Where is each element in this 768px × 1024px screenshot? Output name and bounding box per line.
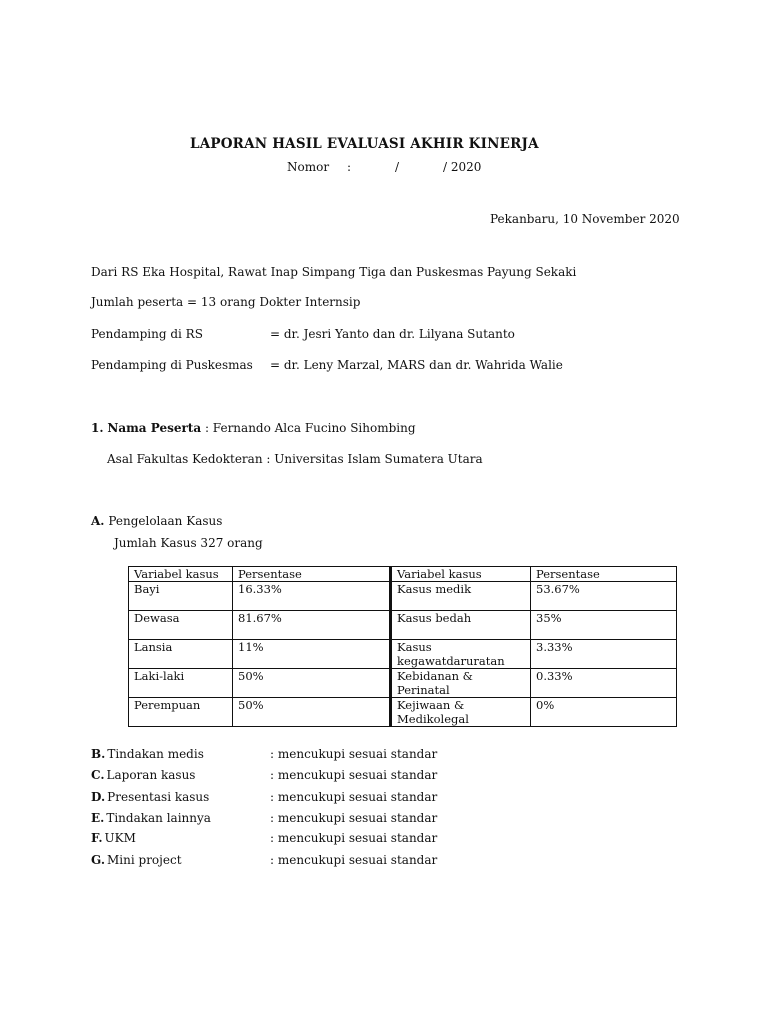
evaluation-letter: E. bbox=[91, 811, 105, 825]
evaluation-item-b bbox=[91, 747, 204, 761]
nomor-slash-1: / bbox=[395, 160, 400, 174]
pendamping-rs-label: Pendamping di RS bbox=[91, 327, 203, 341]
section-a-heading bbox=[91, 514, 222, 528]
evaluation-label: UKM bbox=[104, 831, 136, 845]
evaluation-label: Tindakan lainnya bbox=[106, 811, 211, 825]
table-cell: 50% bbox=[233, 669, 391, 698]
table-cell: Dewasa bbox=[129, 611, 233, 640]
table-header-cell: Persentase bbox=[531, 567, 677, 582]
table-cell: 0% bbox=[531, 698, 677, 727]
table-row bbox=[129, 669, 677, 698]
evaluation-letter: B. bbox=[91, 747, 106, 761]
table-cell: Kasus medik bbox=[391, 582, 531, 611]
table-row bbox=[129, 582, 677, 611]
table-cell: Kasus bedah bbox=[391, 611, 531, 640]
nomor-label: Nomor bbox=[287, 160, 330, 174]
evaluation-letter: D. bbox=[91, 790, 106, 804]
evaluation-value: : mencukupi sesuai standar bbox=[270, 811, 438, 825]
table-cell: 16.33% bbox=[233, 582, 391, 611]
peserta-line bbox=[91, 421, 416, 435]
table-cell: Kasus kegawatdaruratan bbox=[391, 640, 531, 669]
table-header-cell: Variabel kasus bbox=[129, 567, 233, 582]
table-row bbox=[129, 698, 677, 727]
evaluation-letter: F. bbox=[91, 831, 103, 845]
evaluation-label: Tindakan medis bbox=[107, 747, 204, 761]
evaluation-label: Mini project bbox=[107, 853, 182, 867]
peserta-name-label: Nama Peserta bbox=[107, 421, 202, 435]
nomor-slash-2: / 2020 bbox=[443, 160, 482, 174]
evaluation-label: Laporan kasus bbox=[106, 768, 196, 782]
intro-dari: Dari RS Eka Hospital, Rawat Inap Simpang Tiga dan Puskesmas Payung Sekaki bbox=[91, 265, 577, 279]
table-row bbox=[129, 640, 677, 669]
table-cell: Kejiwaan & Medikolegal bbox=[391, 698, 531, 727]
evaluation-value: : mencukupi sesuai standar bbox=[270, 768, 438, 782]
evaluation-item-g bbox=[91, 853, 182, 867]
table-cell: Kebidanan & Perinatal bbox=[391, 669, 531, 698]
evaluation-value: : mencukupi sesuai standar bbox=[270, 831, 438, 845]
table-cell: 11% bbox=[233, 640, 391, 669]
peserta-name-value: : Fernando Alca Fucino Sihombing bbox=[201, 421, 416, 435]
table-header-cell: Persentase bbox=[233, 567, 391, 582]
evaluation-item-d bbox=[91, 790, 209, 804]
table-header-row bbox=[129, 567, 677, 582]
section-a-jumlah-kasus: Jumlah Kasus 327 orang bbox=[114, 536, 263, 550]
table-cell: Lansia bbox=[129, 640, 233, 669]
evaluation-item-c bbox=[91, 768, 195, 782]
table-header-cell: Variabel kasus bbox=[391, 567, 531, 582]
evaluation-value: : mencukupi sesuai standar bbox=[270, 747, 438, 761]
table-cell: Perempuan bbox=[129, 698, 233, 727]
section-a-title: Pengelolaan Kasus bbox=[108, 514, 223, 528]
document-title: LAPORAN HASIL EVALUASI AKHIR KINERJA bbox=[190, 136, 539, 152]
intro-jumlah-peserta: Jumlah peserta = 13 orang Dokter Internsip bbox=[91, 295, 361, 309]
section-a-letter: A. bbox=[91, 514, 105, 528]
table-cell: 3.33% bbox=[531, 640, 677, 669]
pendamping-puskesmas-label: Pendamping di Puskesmas bbox=[91, 358, 253, 372]
evaluation-letter: C. bbox=[91, 768, 105, 782]
case-variables-table bbox=[128, 566, 677, 727]
peserta-fakultas: Asal Fakultas Kedokteran : Universitas Islam Sumatera Utara bbox=[107, 452, 483, 466]
peserta-number: 1. bbox=[91, 421, 104, 435]
nomor-colon: : bbox=[347, 160, 352, 174]
evaluation-item-e bbox=[91, 811, 211, 825]
evaluation-item-f bbox=[91, 831, 136, 845]
table-cell: 53.67% bbox=[531, 582, 677, 611]
pendamping-puskesmas-value: = dr. Leny Marzal, MARS dan dr. Wahrida Walie bbox=[270, 358, 563, 372]
table-row bbox=[129, 611, 677, 640]
table-cell: 50% bbox=[233, 698, 391, 727]
evaluation-value: : mencukupi sesuai standar bbox=[270, 853, 438, 867]
place-date: Pekanbaru, 10 November 2020 bbox=[490, 212, 680, 226]
evaluation-label: Presentasi kasus bbox=[107, 790, 210, 804]
evaluation-letter: G. bbox=[91, 853, 105, 867]
table-cell: Laki-laki bbox=[129, 669, 233, 698]
evaluation-value: : mencukupi sesuai standar bbox=[270, 790, 438, 804]
pendamping-rs-value: = dr. Jesri Yanto dan dr. Lilyana Sutanto bbox=[270, 327, 515, 341]
table-cell: 81.67% bbox=[233, 611, 391, 640]
table-cell: 35% bbox=[531, 611, 677, 640]
table-cell: 0.33% bbox=[531, 669, 677, 698]
table-cell: Bayi bbox=[129, 582, 233, 611]
